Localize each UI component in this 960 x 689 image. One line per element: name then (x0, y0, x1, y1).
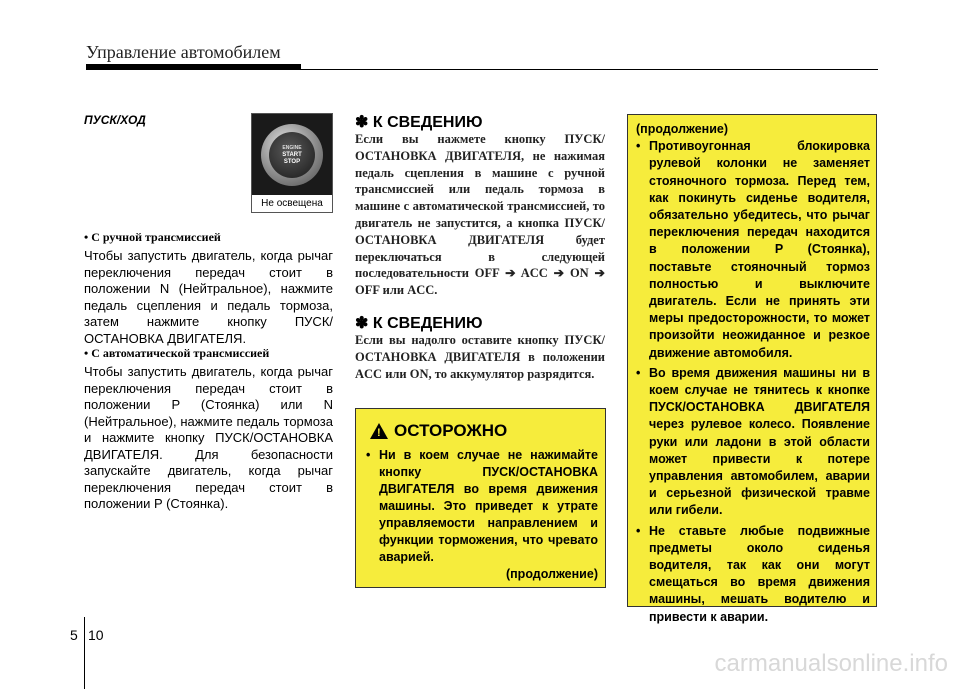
warning-bullet-3-text: Не ставьте любые подвижные предметы около сиденья водителя, так как они могут смещаться во время движения машины, мешать водителю и привести к аварии. (649, 523, 870, 624)
start-stop-figure (251, 113, 333, 213)
chapter-number: 5 (70, 627, 78, 643)
manual-text: Чтобы запустить двигатель, когда рычаг переключения передач стоит в положении N (Нейтральное), нажмите педаль сцепления и педаль тормоза, затем нажмите кнопку ПУСК/ ОСТАНОВКА ДВИГАТЕЛЯ. (84, 248, 333, 346)
warning-bullet-2-text: Во время движения машины ни в коем случае не тянитесь к кнопке ПУСК/ОСТАНОВКА ДВИГАТЕЛЯ через рулевое колесо. Появление руки или ладони в этой области может привести к потере управления автомобилем, аварии и серьезной физической травме или гибели. (649, 365, 870, 518)
warning-title (370, 421, 507, 441)
start-stop-button-icon (261, 124, 323, 186)
warning-bullet-1: • Противоугонная блокировка рулевой колонки не заменяет стояночного тормоза. Перед тем, как покинуть сиденье водителя, обязательно убедитесь, что рычаг переключения передач находится в положении P (Стоянка), поставьте стояночный тормоз полностью и выключите двигатель. Если не принять эти меры предосторожности, то может произойти неожиданное и резкое движение автомобиля. (636, 138, 870, 362)
note-heading-2: ✽ К СВЕДЕНИЮ (355, 315, 483, 332)
warning-bullet-3: • Не ставьте любые подвижные предметы около сиденья водителя, так как они могут смещаться во время движения машины, мешать водителю и привести к аварии. (636, 523, 870, 626)
warning-box (355, 408, 606, 588)
button-text-stop: STOP (283, 158, 301, 165)
button-text-start: START (282, 151, 302, 158)
warning-continued: (продолжение) (505, 567, 598, 581)
warning-continued-box (627, 114, 877, 624)
warning-title-text: ОСТОРОЖНО (394, 421, 508, 440)
header-rule (86, 69, 878, 70)
note-text-2: Если вы надолго оставите кнопку ПУСК/ОСТАНОВКА ДВИГАТЕЛЯ в положении ACC или ON, то аккумулятор разрядится. (355, 333, 605, 381)
start-stop-photo (252, 114, 332, 196)
automatic-text: Чтобы запустить двигатель, когда рычаг переключения передач стоит в положении P (Стоянка) или N (Нейтральное), нажмите педаль тормоза и нажмите кнопку ПУСК/ОСТАНОВКА ДВИГАТЕЛЯ. Для безопасности запускайте двигатель, когда рычаг переключения передач стоит в положении P (Стоянка). (84, 364, 333, 511)
continued-label: (продолжение) (636, 122, 729, 136)
note-text-1: Если вы нажмете кнопку ПУСК/ ОСТАНОВКА ДВИГАТЕЛЯ, не нажимая педаль сцепления в машине с ручной трансмиссией или педаль тормоза в машине с автоматической трансмиссией, то двигатель не запустится, а кнопка ПУСК/ ОСТАНОВКА ДВИГАТЕЛЯ будет переключаться в следующей последовательности OFF ➔ ACC ➔ ON ➔ OFF или ACC. (355, 132, 605, 298)
button-text-engine: ENGINE (282, 144, 302, 151)
manual-heading: • С ручной трансмиссией (84, 230, 221, 244)
warning-bullet-text: Ни в коем случае не нажимайте кнопку ПУСК/ОСТАНОВКА ДВИГАТЕЛЯ во время движения машины. Это приведет к утрате управляемости направлением и функции торможения, что чревато аварией. (379, 448, 598, 564)
page-header-title: Управление автомобилем (86, 42, 281, 62)
warning-bullet-2: • Во время движения машины ни в коем случае не тянитесь к кнопке ПУСК/ОСТАНОВКА ДВИГАТЕЛЯ через рулевое колесо. Появление руки или ладони в этой области может привести к потере управления автомобилем, аварии и серьезной физической травме или гибели. (636, 365, 870, 520)
note-heading-1: ✽ К СВЕДЕНИЮ (355, 114, 483, 131)
watermark: carmanualsonline.info (714, 650, 948, 677)
warning-bullet: • Ни в коем случае не нажимайте кнопку ПУСК/ОСТАНОВКА ДВИГАТЕЛЯ во время движения машины. Это приведет к утрате управляемости направлением и функции торможения, что чревато аварией. (366, 448, 598, 564)
figure-caption: Не освещена (252, 195, 332, 212)
warning-bullet-1-text: Противоугонная блокировка рулевой колонки не заменяет стояночного тормоза. Перед тем, как покинуть сиденье водителя, обязательно убедитесь, что рычаг переключения передач находится в положении P (Стоянка), поставьте стояночный тормоз полностью и выключите двигатель. Если не принять эти меры предосторожности, то может произойти неожиданное и резкое движение автомобиля. (649, 139, 870, 360)
footer-divider (84, 617, 85, 689)
page-number: 10 (88, 627, 104, 643)
section-heading: ПУСК/ХОД (84, 113, 146, 127)
warning-triangle-icon: ! (370, 423, 388, 439)
automatic-heading: • С автоматической трансмиссией (84, 346, 270, 360)
